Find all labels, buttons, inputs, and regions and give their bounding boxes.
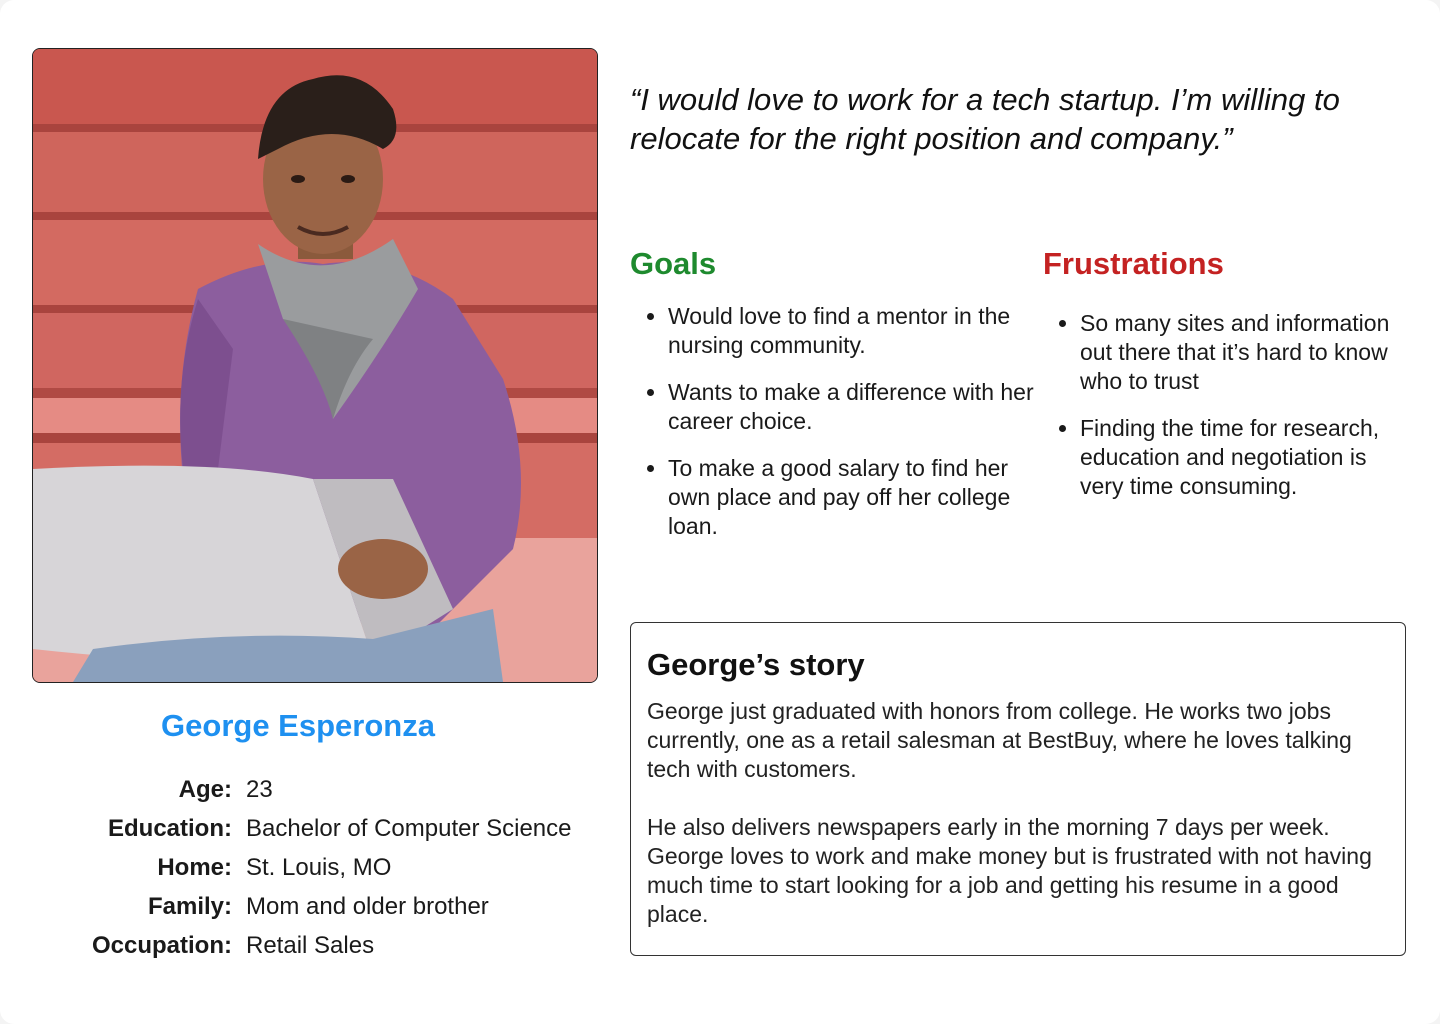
info-value: St. Louis, MO <box>246 853 392 881</box>
info-row-occupation <box>60 926 620 965</box>
info-row-home <box>60 848 620 887</box>
story-paragraph: He also delivers newspapers early in the morning 7 days per week. George loves to work and make money but is frustrated with not having much time to start looking for a job and getting his resume in a good place. <box>647 814 1372 927</box>
info-row-education <box>60 809 620 848</box>
info-row-family <box>60 887 620 926</box>
goals-heading: Goals <box>630 246 717 281</box>
goal-item: • Wants to make a difference with her career choice. <box>668 378 1046 436</box>
frustrations-list <box>1046 309 1410 501</box>
persona-photo <box>32 48 598 683</box>
story-title: George’s story <box>647 647 865 682</box>
goal-item: • To make a good salary to find her own place and pay off her college loan. <box>668 454 1046 541</box>
frustrations-heading: Frustrations <box>1043 246 1224 281</box>
info-value: Retail Sales <box>246 931 375 959</box>
persona-info-list <box>60 770 620 965</box>
info-row-age <box>60 770 620 809</box>
persona-name: George Esperonza <box>161 708 435 743</box>
story-paragraph: George just graduated with honors from college. He works two jobs currently, one as a retail salesman at BestBuy, where he loves talking tech with customers. <box>647 698 1352 782</box>
info-value: Mom and older brother <box>246 892 489 920</box>
goals-list <box>634 302 1046 541</box>
info-label: Family: <box>147 892 232 920</box>
frustration-item: • Finding the time for research, education and negotiation is very time consuming. <box>1080 414 1410 501</box>
info-label: Home: <box>157 853 232 881</box>
info-label: Occupation: <box>91 931 232 959</box>
info-label: Education: <box>108 814 232 842</box>
frustration-item: • So many sites and information out there that it’s hard to know who to trust <box>1080 309 1410 396</box>
info-value: 23 <box>246 775 273 803</box>
info-label: Age: <box>178 775 232 803</box>
persona-quote: “I would love to work for a tech startup. I’m willing to relocate for the right position and company.” <box>630 82 1340 156</box>
persona-photo-illustration <box>33 49 597 682</box>
info-value: Bachelor of Computer Science <box>246 814 572 842</box>
story-box <box>630 622 1406 956</box>
goal-item: • Would love to find a mentor in the nursing community. <box>668 302 1046 360</box>
